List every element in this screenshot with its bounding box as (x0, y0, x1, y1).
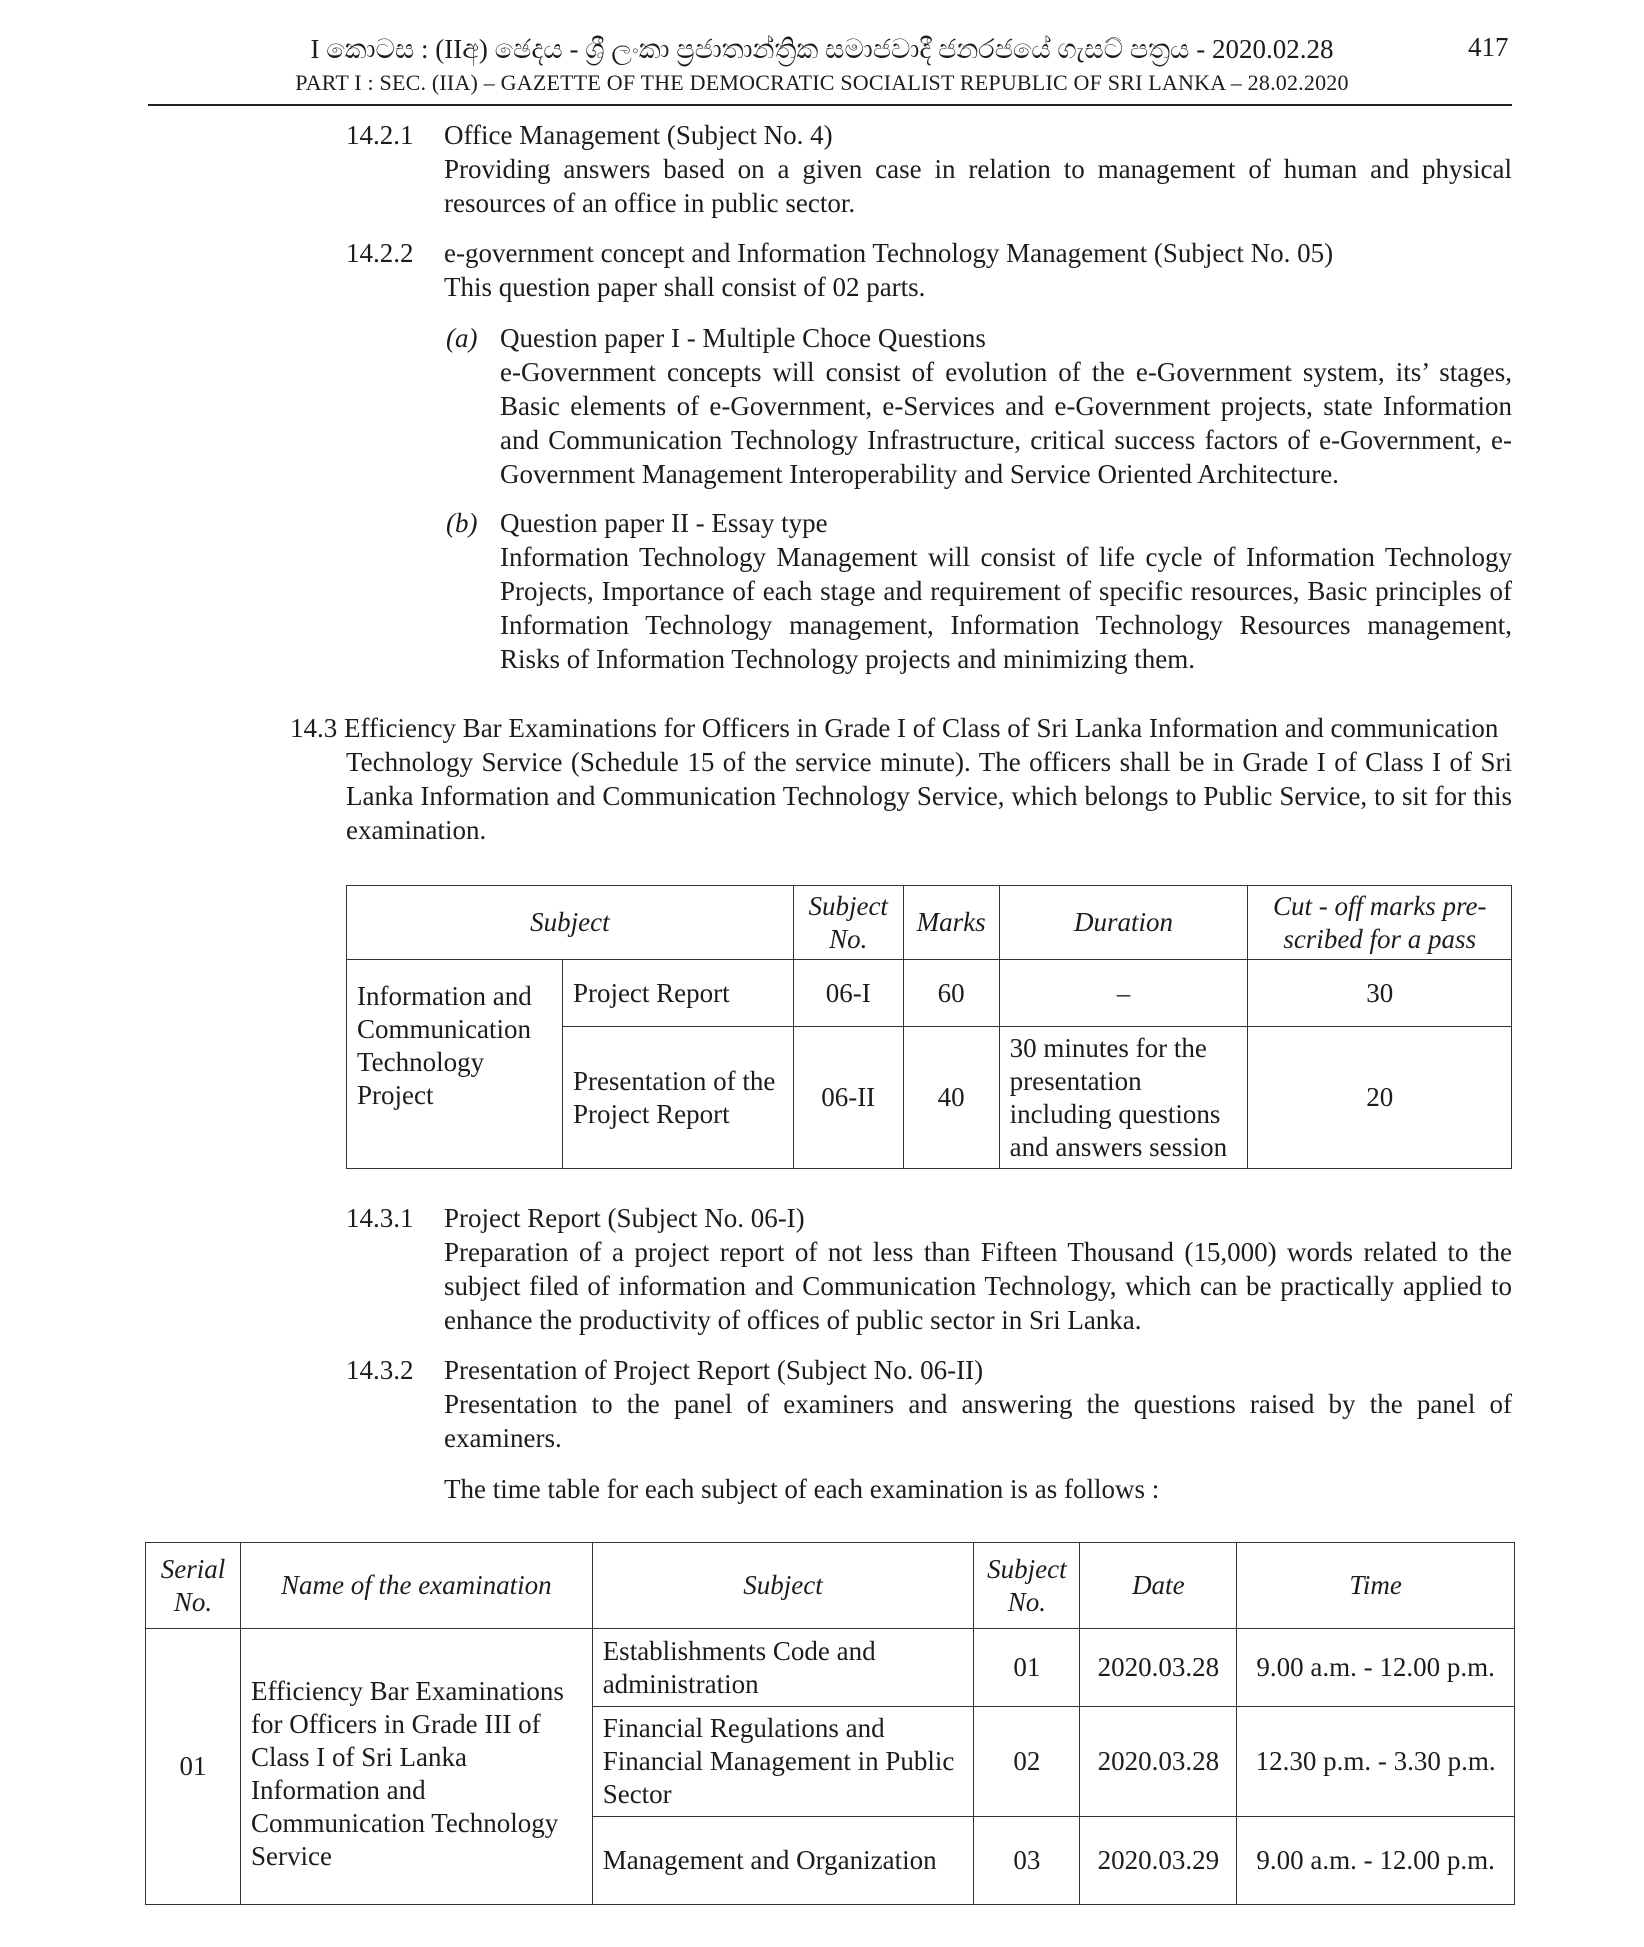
row-marks: 40 (903, 1027, 999, 1169)
row-subject-no: 02 (974, 1707, 1080, 1817)
row-date: 2020.03.29 (1080, 1817, 1237, 1905)
table-row (146, 1629, 1515, 1707)
timetable (145, 1542, 1515, 1905)
item-label-a: (a) (446, 323, 478, 353)
table-header-row (347, 886, 1512, 960)
row-time: 9.00 a.m. - 12.00 p.m. (1237, 1629, 1515, 1707)
header-subject-no: Subject No. (974, 1543, 1080, 1629)
section-number-14-3-2: 14.3.2 (346, 1355, 414, 1385)
table-header-row (146, 1543, 1515, 1629)
section-title: Presentation of Project Report (Subject No. 06-II) (444, 1355, 984, 1385)
section-body: Presentation to the panel of examiners and answering the questions raised by the panel of examiners. (444, 1389, 1512, 1453)
section-body: Technology Service (Schedule 15 of the service minute). The officers shall be in Grade I of Class I of Sri Lanka Information and Communication Technology Service, which belongs to Public Service, to sit for this examination. (346, 747, 1512, 845)
header-duration: Duration (999, 886, 1248, 960)
section-14-2-2 (444, 236, 1512, 304)
section-title: Project Report (Subject No. 06-I) (444, 1203, 805, 1233)
section-number-14-2-1: 14.2.1 (346, 120, 414, 150)
section-14-3-2 (444, 1353, 1512, 1455)
row-duration: 30 minutes for the presentation including questions and answers session (999, 1027, 1248, 1169)
row-subject: Establishments Code and administration (592, 1629, 974, 1707)
item-title: Question paper I - Multiple Choce Questions (500, 323, 986, 353)
section-body: This question paper shall consist of 02 parts. (444, 272, 926, 302)
marks-table (346, 885, 1512, 1169)
header-exam: Name of the examination (240, 1543, 592, 1629)
table-row (347, 960, 1512, 1027)
section-14-2-1 (444, 118, 1512, 220)
header-rule (148, 104, 1512, 106)
header-time: Time (1237, 1543, 1515, 1629)
row-duration: – (999, 960, 1248, 1027)
header-subject-no: Subject No. (793, 886, 903, 960)
header-english-line: PART I : SEC. (IIA) – GAZETTE OF THE DEMOCRATIC SOCIALIST REPUBLIC OF SRI LANKA – 28.02.2020 (295, 70, 1349, 95)
header-subject: Subject (347, 886, 794, 960)
header-serial: Serial No. (146, 1543, 241, 1629)
header-sinhala-line: I කොටස : (IIඅ) ඡෙදය - ශ්‍රී ලංකා ප්‍රජාතාන්ත්‍රික සමාජවාදී ජනරජයේ ගැසට් පත්‍රය - 2020.02.28 (310, 34, 1334, 64)
section-number-14-3: 14.3 (290, 713, 338, 743)
row-cutoff: 30 (1248, 960, 1512, 1027)
section-body: Preparation of a project report of not less than Fifteen Thousand (15,000) words related to the subject filed of information and Communication Technology, which can be practically applied to enhance the productivity of offices of public sector in Sri Lanka. (444, 1237, 1512, 1335)
item-a (500, 321, 1512, 491)
row-date: 2020.03.28 (1080, 1629, 1237, 1707)
row-marks: 60 (903, 960, 999, 1027)
item-b (500, 506, 1512, 676)
timetable-intro: The time table for each subject of each examination is as follows : (444, 1474, 1160, 1504)
subject-group: Information and Communication Technology Project (347, 960, 563, 1169)
row-time: 12.30 p.m. - 3.30 p.m. (1237, 1707, 1515, 1817)
row-subject-no: 06-II (793, 1027, 903, 1169)
section-first-line: 14.3 Efficiency Bar Examinations for Officers in Grade I of Class of Sri Lanka Information and communication (290, 713, 1499, 743)
section-body: Providing answers based on a given case in relation to management of human and physical resources of an office in public sector. (444, 154, 1512, 218)
serial-number: 01 (146, 1629, 241, 1905)
row-subject: Presentation of the Project Report (562, 1027, 793, 1169)
section-title: e-government concept and Information Technology Management (Subject No. 05) (444, 238, 1334, 268)
header-subject: Subject (592, 1543, 974, 1629)
item-body: Information Technology Management will consist of life cycle of Information Technology Projects, Importance of each stage and requirement of specific resources, Basic principles of Information Technology management, Information Technology Resources management, Risks of Information Technology projects and minimizing them. (500, 542, 1512, 674)
header-marks: Marks (903, 886, 999, 960)
item-title: Question paper II - Essay type (500, 508, 828, 538)
section-number-14-3-1: 14.3.1 (346, 1203, 414, 1233)
section-number-14-2-2: 14.2.2 (346, 238, 414, 268)
row-subject: Financial Regulations and Financial Management in Public Sector (592, 1707, 974, 1817)
section-14-3 (290, 711, 1512, 847)
header-cutoff: Cut - off marks pre- scribed for a pass (1248, 886, 1512, 960)
section-title: Office Management (Subject No. 4) (444, 120, 833, 150)
row-time: 9.00 a.m. - 12.00 p.m. (1237, 1817, 1515, 1905)
row-date: 2020.03.28 (1080, 1707, 1237, 1817)
row-subject: Management and Organization (592, 1817, 974, 1905)
item-label-b: (b) (446, 508, 478, 538)
row-subject-no: 06-I (793, 960, 903, 1027)
header-date: Date (1080, 1543, 1237, 1629)
row-cutoff: 20 (1248, 1027, 1512, 1169)
row-subject: Project Report (562, 960, 793, 1027)
row-subject-no: 03 (974, 1817, 1080, 1905)
row-subject-no: 01 (974, 1629, 1080, 1707)
item-body: e-Government concepts will consist of evolution of the e-Government system, its’ stages, Basic elements of e-Government, e-Services and e-Government projects, state Information and Communication Technology Infrastructure, critical success factors of e-Government, e-Government Management Interoperability and Service Oriented Architecture. (500, 357, 1512, 489)
section-14-3-1 (444, 1201, 1512, 1337)
page-number: 417 (1468, 32, 1509, 62)
exam-name: Efficiency Bar Examinations for Officers in Grade III of Class I of Sri Lanka Information and Communication Technology Service (240, 1629, 592, 1905)
